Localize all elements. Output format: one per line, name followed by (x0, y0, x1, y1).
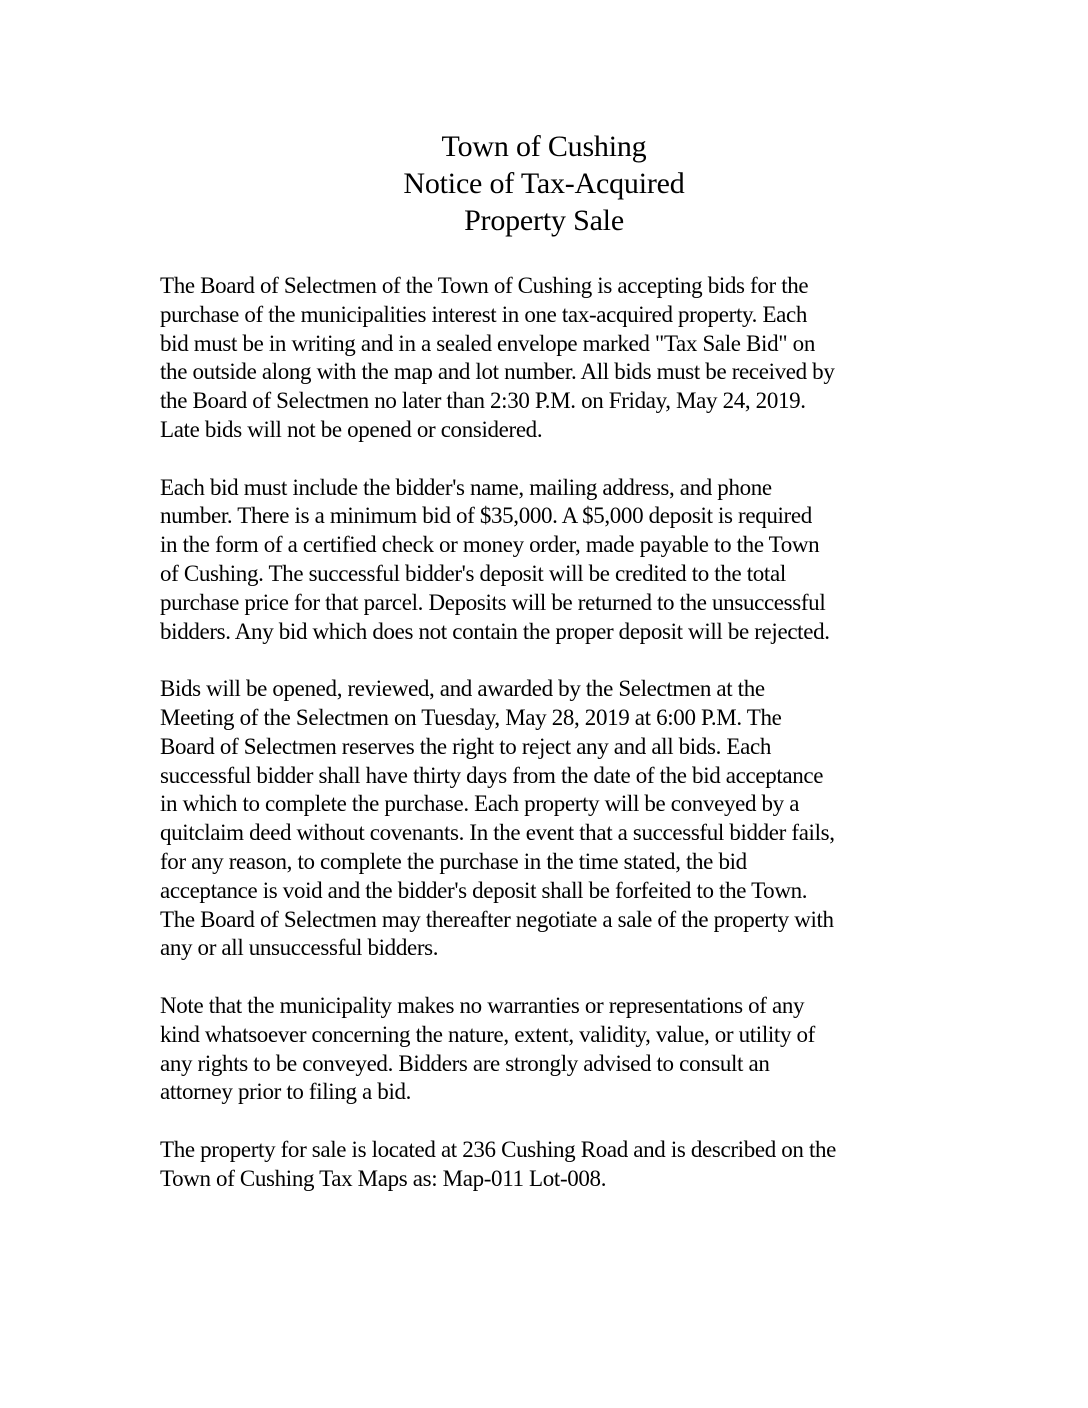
text-line: for any reason, to complete the purchase in the time stated, the bid (160, 848, 747, 874)
text-line: The property for sale is located at 236 Cushing Road and is described on the (160, 1136, 837, 1162)
text-line: purchase of the municipalities interest in one tax-acquired property. Each (160, 301, 808, 327)
text-line: Town of Cushing Tax Maps as: Map-011 Lot-008. (160, 1165, 607, 1191)
document-title (0, 128, 1088, 239)
paragraph-bid-award (160, 675, 960, 963)
text-line: attorney prior to filing a bid. (160, 1079, 412, 1105)
paragraph-bid-submission (160, 272, 960, 445)
paragraph-bid-requirements (160, 474, 960, 647)
text-line: bidders. Any bid which does not contain the proper deposit will be rejected. (160, 618, 830, 644)
text-line: bid must be in writing and in a sealed envelope marked "Tax Sale Bid" on (160, 330, 815, 356)
title-line-town: Town of Cushing (441, 130, 647, 163)
text-line: quitclaim deed without covenants. In the event that a successful bidder fails, (160, 820, 835, 846)
text-line: acceptance is void and the bidder's deposit shall be forfeited to the Town. (160, 877, 808, 903)
paragraph-disclaimer (160, 992, 960, 1107)
text-line: successful bidder shall have thirty days from the date of the bid acceptance (160, 762, 824, 788)
paragraph-property-location (160, 1136, 960, 1194)
text-line: Note that the municipality makes no warranties or representations of any (160, 992, 805, 1018)
text-line: kind whatsoever concerning the nature, extent, validity, value, or utility of (160, 1021, 815, 1047)
text-line: Bids will be opened, reviewed, and awarded by the Selectmen at the (160, 676, 765, 702)
text-line: in the form of a certified check or money order, made payable to the Town (160, 532, 820, 558)
title-line-notice: Notice of Tax-Acquired (403, 167, 685, 200)
text-line: any rights to be conveyed. Bidders are strongly advised to consult an (160, 1050, 770, 1076)
text-line: The Board of Selectmen may thereafter negotiate a sale of the property with (160, 906, 834, 932)
document-body (160, 272, 960, 1222)
text-line: Board of Selectmen reserves the right to reject any and all bids. Each (160, 733, 771, 759)
text-line: number. There is a minimum bid of $35,000. A $5,000 deposit is required (160, 503, 812, 529)
text-line: in which to complete the purchase. Each property will be conveyed by a (160, 791, 800, 817)
text-line: purchase price for that parcel. Deposits will be returned to the unsuccessful (160, 589, 826, 615)
text-line: of Cushing. The successful bidder's deposit will be credited to the total (160, 560, 786, 586)
text-line: Meeting of the Selectmen on Tuesday, May 28, 2019 at 6:00 P.M. The (160, 704, 782, 730)
text-line: Late bids will not be opened or considered. (160, 416, 543, 442)
text-line: any or all unsuccessful bidders. (160, 935, 439, 961)
title-line-sale: Property Sale (464, 204, 624, 237)
text-line: the Board of Selectmen no later than 2:30 P.M. on Friday, May 24, 2019. (160, 388, 806, 414)
text-line: Each bid must include the bidder's name, mailing address, and phone (160, 474, 772, 500)
text-line: The Board of Selectmen of the Town of Cushing is accepting bids for the (160, 273, 809, 298)
text-line: the outside along with the map and lot number. All bids must be received by (160, 359, 835, 385)
